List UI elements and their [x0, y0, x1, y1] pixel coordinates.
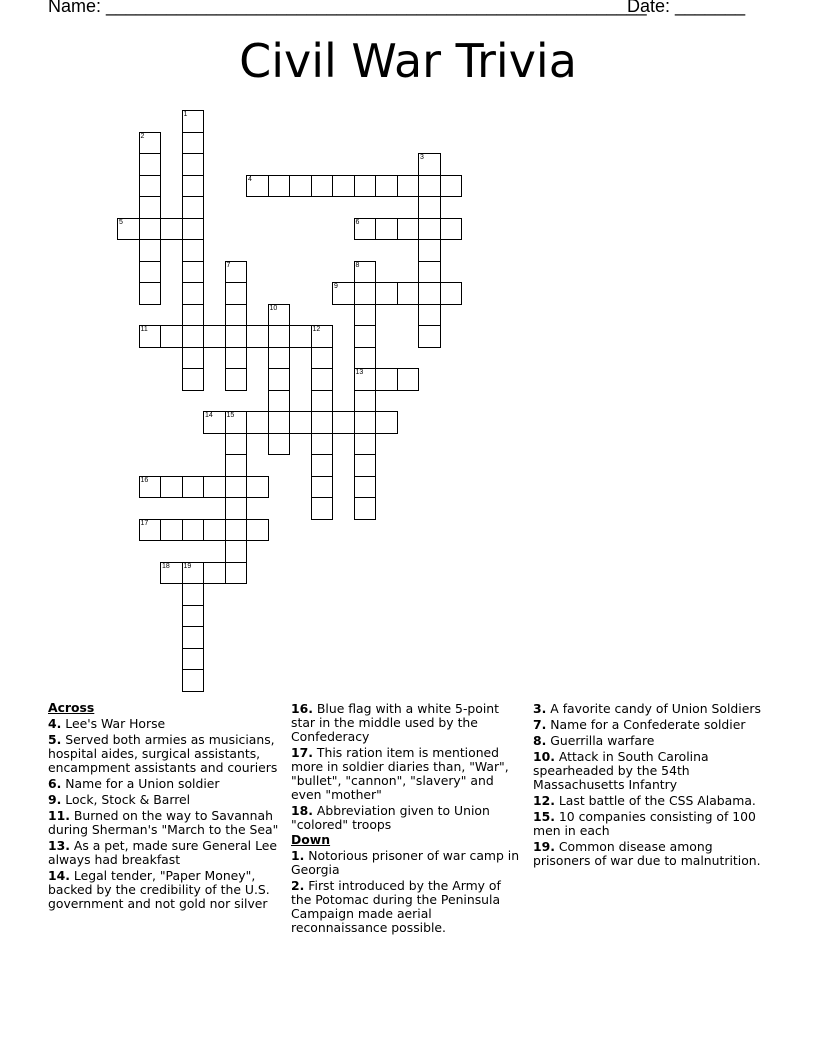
- down-heading: Down: [291, 832, 331, 847]
- crossword-cell[interactable]: [182, 110, 205, 133]
- crossword-cell[interactable]: [354, 411, 377, 434]
- clues-column-1: [48, 700, 280, 911]
- across-clue: [48, 733, 280, 775]
- crossword-cell[interactable]: [397, 218, 420, 241]
- crossword-cell[interactable]: [182, 626, 205, 649]
- crossword-cell[interactable]: [182, 648, 205, 671]
- crossword-cell[interactable]: [160, 562, 183, 585]
- crossword-cell[interactable]: [418, 261, 441, 284]
- clue-number-label: 6.: [48, 776, 62, 791]
- across-clue: [291, 702, 523, 744]
- crossword-cell[interactable]: [246, 519, 269, 542]
- crossword-cell[interactable]: [375, 411, 398, 434]
- crossword-cell[interactable]: [182, 196, 205, 219]
- crossword-cell[interactable]: [418, 304, 441, 327]
- crossword-cell[interactable]: [354, 497, 377, 520]
- crossword-cell[interactable]: [225, 562, 248, 585]
- crossword-cell[interactable]: [375, 368, 398, 391]
- crossword-cell[interactable]: [225, 497, 248, 520]
- crossword-cell[interactable]: [182, 519, 205, 542]
- crossword-cell[interactable]: [182, 304, 205, 327]
- name-field-label: Name: ______________________________________________________: [48, 0, 647, 16]
- crossword-cell[interactable]: [225, 454, 248, 477]
- crossword-cell[interactable]: [225, 433, 248, 456]
- clue-text: First introduced by the Army of the Potomac during the Peninsula Campaign made aerial reconnaissance possible.: [291, 878, 501, 935]
- crossword-cell[interactable]: [225, 411, 248, 434]
- crossword-cell[interactable]: [440, 218, 463, 241]
- crossword-cell[interactable]: [139, 132, 162, 155]
- crossword-cell[interactable]: [246, 325, 269, 348]
- clue-number: 19: [183, 562, 192, 570]
- crossword-cell[interactable]: [203, 476, 226, 499]
- crossword-cell[interactable]: [139, 519, 162, 542]
- clue-number: 11: [140, 326, 148, 333]
- clue-text: Lock, Stock & Barrel: [61, 792, 191, 807]
- crossword-cell[interactable]: [354, 347, 377, 370]
- crossword-cell[interactable]: [354, 454, 377, 477]
- clue-number: 15: [226, 412, 235, 419]
- crossword-cell[interactable]: [203, 325, 226, 348]
- crossword-cell[interactable]: [225, 304, 248, 327]
- crossword-cell[interactable]: [268, 325, 291, 348]
- clue-number-label: 9.: [48, 792, 62, 807]
- crossword-cell[interactable]: [311, 368, 334, 391]
- clue-number-label: 10.: [533, 749, 555, 764]
- clue-number-label: 13.: [48, 838, 70, 853]
- crossword-cell[interactable]: [397, 175, 420, 198]
- crossword-cell[interactable]: [311, 454, 334, 477]
- crossword-cell[interactable]: [311, 411, 334, 434]
- crossword-cell[interactable]: [418, 282, 441, 305]
- clue-number: 17: [140, 519, 149, 527]
- crossword-cell[interactable]: [182, 218, 205, 241]
- clues-column-3: [533, 700, 765, 868]
- crossword-cell[interactable]: [182, 175, 205, 198]
- crossword-cell[interactable]: [246, 175, 269, 198]
- crossword-cell[interactable]: [332, 411, 355, 434]
- clue-number-label: 2.: [291, 878, 305, 893]
- crossword-cell[interactable]: [397, 368, 420, 391]
- crossword-cell[interactable]: [160, 325, 183, 348]
- clue-text: Lee's War Horse: [61, 716, 166, 731]
- crossword-cell[interactable]: [311, 325, 334, 348]
- crossword-cell[interactable]: [311, 347, 334, 370]
- across-clue: [291, 746, 523, 802]
- down-clue: [533, 810, 765, 838]
- crossword-cell[interactable]: [139, 218, 162, 241]
- clue-text: A favorite candy of Union Soldiers: [546, 701, 761, 716]
- clue-number: 7: [226, 261, 231, 269]
- crossword-cell[interactable]: [354, 218, 377, 241]
- down-clue: [533, 750, 765, 792]
- crossword-cell[interactable]: [440, 282, 463, 305]
- clue-number-label: 17.: [291, 745, 313, 760]
- clue-number-label: 3.: [533, 701, 547, 716]
- clue-number: 5: [119, 218, 123, 226]
- across-clue: [48, 809, 280, 837]
- clue-text: Abbreviation given to Union "colored" troops: [291, 803, 490, 832]
- down-clue: [533, 702, 765, 716]
- crossword-cell[interactable]: [354, 390, 377, 413]
- crossword-cell[interactable]: [182, 239, 205, 262]
- crossword-cell[interactable]: [289, 411, 312, 434]
- crossword-cell[interactable]: [354, 476, 377, 499]
- page-title: Civil War Trivia: [239, 34, 577, 88]
- crossword-cell[interactable]: [268, 347, 291, 370]
- across-clue: [48, 869, 280, 911]
- crossword-cell[interactable]: [182, 261, 205, 284]
- crossword-cell[interactable]: [311, 497, 334, 520]
- crossword-cell[interactable]: [160, 218, 183, 241]
- down-clue: [533, 794, 765, 808]
- clue-number: 4: [248, 175, 252, 183]
- crossword-cell[interactable]: [160, 476, 183, 499]
- crossword-cell[interactable]: [289, 325, 312, 348]
- crossword-cell[interactable]: [354, 175, 377, 198]
- crossword-cell[interactable]: [225, 368, 248, 391]
- down-clue: [533, 734, 765, 748]
- crossword-cell[interactable]: [139, 261, 162, 284]
- crossword-cell[interactable]: [397, 282, 420, 305]
- down-clue: [291, 879, 523, 935]
- clue-text: 10 companies consisting of 100 men in each: [533, 809, 756, 838]
- crossword-cell[interactable]: [418, 196, 441, 219]
- clue-text: Attack in South Carolina spearheaded by the 54th Massachusetts Infantry: [533, 749, 709, 792]
- clue-number-label: 18.: [291, 803, 313, 818]
- clue-text: Last battle of the CSS Alabama.: [554, 793, 756, 808]
- crossword-cell[interactable]: [182, 325, 205, 348]
- clues-column-2: [291, 700, 523, 935]
- crossword-cell[interactable]: [182, 153, 205, 176]
- clue-number-label: 19.: [533, 839, 555, 854]
- crossword-cell[interactable]: [182, 605, 205, 628]
- crossword-cell[interactable]: [354, 282, 377, 305]
- crossword-cell[interactable]: [139, 476, 162, 499]
- crossword-cell[interactable]: [225, 476, 248, 499]
- clue-text: Notorious prisoner of war camp in Georgia: [291, 848, 520, 877]
- crossword-cell[interactable]: [139, 325, 162, 348]
- clue-number: 14: [205, 412, 213, 419]
- clue-number: 10: [269, 304, 278, 312]
- clue-number: 13: [355, 369, 364, 376]
- clue-text: This ration item is mentioned more in soldier diaries than, "War", "bullet", "cannon", "slavery" and even "mother": [291, 745, 509, 802]
- crossword-cell[interactable]: [268, 304, 291, 327]
- clue-text: Name for a Union soldier: [61, 776, 220, 791]
- crossword-cell[interactable]: [268, 390, 291, 413]
- crossword-cell[interactable]: [418, 239, 441, 262]
- clue-number-label: 14.: [48, 868, 70, 883]
- crossword-cell[interactable]: [225, 540, 248, 563]
- crossword-cell[interactable]: [246, 411, 269, 434]
- clue-number-label: 16.: [291, 701, 313, 716]
- clue-text: Name for a Confederate soldier: [546, 717, 746, 732]
- crossword-cell[interactable]: [268, 175, 291, 198]
- down-clue: [533, 718, 765, 732]
- crossword-cell[interactable]: [311, 390, 334, 413]
- clue-number-label: 12.: [533, 793, 555, 808]
- clue-text: Blue flag with a white 5-point star in the middle used by the Confederacy: [291, 701, 500, 744]
- clue-text: Burned on the way to Savannah during Sherman's "March to the Sea": [48, 808, 279, 837]
- crossword-cell[interactable]: [375, 282, 398, 305]
- crossword-cell[interactable]: [418, 218, 441, 241]
- clue-number-label: 5.: [48, 732, 62, 747]
- crossword-cell[interactable]: [268, 411, 291, 434]
- crossword-cell[interactable]: [182, 368, 205, 391]
- clue-number: 3: [420, 154, 424, 161]
- clue-text: Legal tender, "Paper Money", backed by the credibility of the U.S. government and not gold nor silver: [48, 868, 270, 911]
- crossword-cell[interactable]: [375, 218, 398, 241]
- across-heading: Across: [48, 700, 95, 715]
- clue-number-label: 1.: [291, 848, 305, 863]
- crossword-cell[interactable]: [311, 476, 334, 499]
- crossword-cell[interactable]: [354, 261, 377, 284]
- clue-number: 6: [355, 218, 360, 226]
- crossword-cell[interactable]: [182, 583, 205, 606]
- down-clue: [533, 840, 765, 868]
- across-clue: [48, 793, 280, 807]
- clue-number: 2: [140, 132, 145, 140]
- clue-number: 16: [140, 476, 149, 484]
- crossword-cell[interactable]: [117, 218, 140, 241]
- crossword-cell[interactable]: [139, 175, 162, 198]
- crossword-cell[interactable]: [289, 175, 312, 198]
- clue-number: 18: [162, 562, 170, 570]
- crossword-cell[interactable]: [225, 261, 248, 284]
- crossword-cell[interactable]: [139, 196, 162, 219]
- down-clue: [291, 849, 523, 877]
- crossword-cell[interactable]: [139, 239, 162, 262]
- across-clue: [291, 804, 523, 832]
- crossword-cell[interactable]: [354, 325, 377, 348]
- crossword-cell[interactable]: [354, 368, 377, 391]
- crossword-cell[interactable]: [203, 562, 226, 585]
- crossword-cell[interactable]: [160, 519, 183, 542]
- crossword-cell[interactable]: [418, 153, 441, 176]
- clue-number: 1: [183, 111, 188, 118]
- crossword-cell[interactable]: [375, 175, 398, 198]
- clue-number-label: 7.: [533, 717, 547, 732]
- clue-number-label: 8.: [533, 733, 547, 748]
- crossword-cell[interactable]: [182, 282, 205, 305]
- crossword-cell[interactable]: [182, 562, 205, 585]
- crossword-cell[interactable]: [246, 476, 269, 499]
- crossword-cell[interactable]: [139, 153, 162, 176]
- crossword-cell[interactable]: [139, 282, 162, 305]
- crossword-cell[interactable]: [440, 175, 463, 198]
- crossword-cell[interactable]: [332, 175, 355, 198]
- crossword-cell[interactable]: [182, 132, 205, 155]
- crossword-cell[interactable]: [182, 669, 205, 692]
- clue-text: Guerrilla warfare: [546, 733, 655, 748]
- across-clue: [48, 717, 280, 731]
- clue-number-label: 4.: [48, 716, 62, 731]
- clue-number-label: 15.: [533, 809, 555, 824]
- date-field-label: Date: _______: [627, 0, 746, 16]
- clue-text: Served both armies as musicians, hospital aides, surgical assistants, encampment assistants and couriers: [48, 732, 278, 775]
- crossword-cell[interactable]: [268, 368, 291, 391]
- crossword-cell[interactable]: [225, 519, 248, 542]
- crossword-cell[interactable]: [332, 282, 355, 305]
- crossword-cell[interactable]: [311, 175, 334, 198]
- crossword-cell[interactable]: [182, 347, 205, 370]
- crossword-cell[interactable]: [225, 347, 248, 370]
- clue-number-label: 11.: [48, 808, 70, 823]
- across-clue: [48, 839, 280, 867]
- clue-number: 8: [355, 261, 360, 269]
- crossword-cell[interactable]: [203, 411, 226, 434]
- across-clue: [48, 777, 280, 791]
- crossword-cell[interactable]: [418, 325, 441, 348]
- crossword-cell[interactable]: [182, 476, 205, 499]
- clue-number: 12: [312, 326, 321, 333]
- crossword-cell[interactable]: [203, 519, 226, 542]
- crossword-cell[interactable]: [268, 433, 291, 456]
- clue-text: As a pet, made sure General Lee always had breakfast: [48, 838, 277, 867]
- crossword-cell[interactable]: [418, 175, 441, 198]
- crossword-cell[interactable]: [354, 304, 377, 327]
- crossword-cell[interactable]: [225, 282, 248, 305]
- clue-text: Common disease among prisoners of war due to malnutrition.: [533, 839, 761, 868]
- crossword-cell[interactable]: [225, 325, 248, 348]
- crossword-cell[interactable]: [311, 433, 334, 456]
- clue-number: 9: [334, 283, 338, 290]
- crossword-cell[interactable]: [354, 433, 377, 456]
